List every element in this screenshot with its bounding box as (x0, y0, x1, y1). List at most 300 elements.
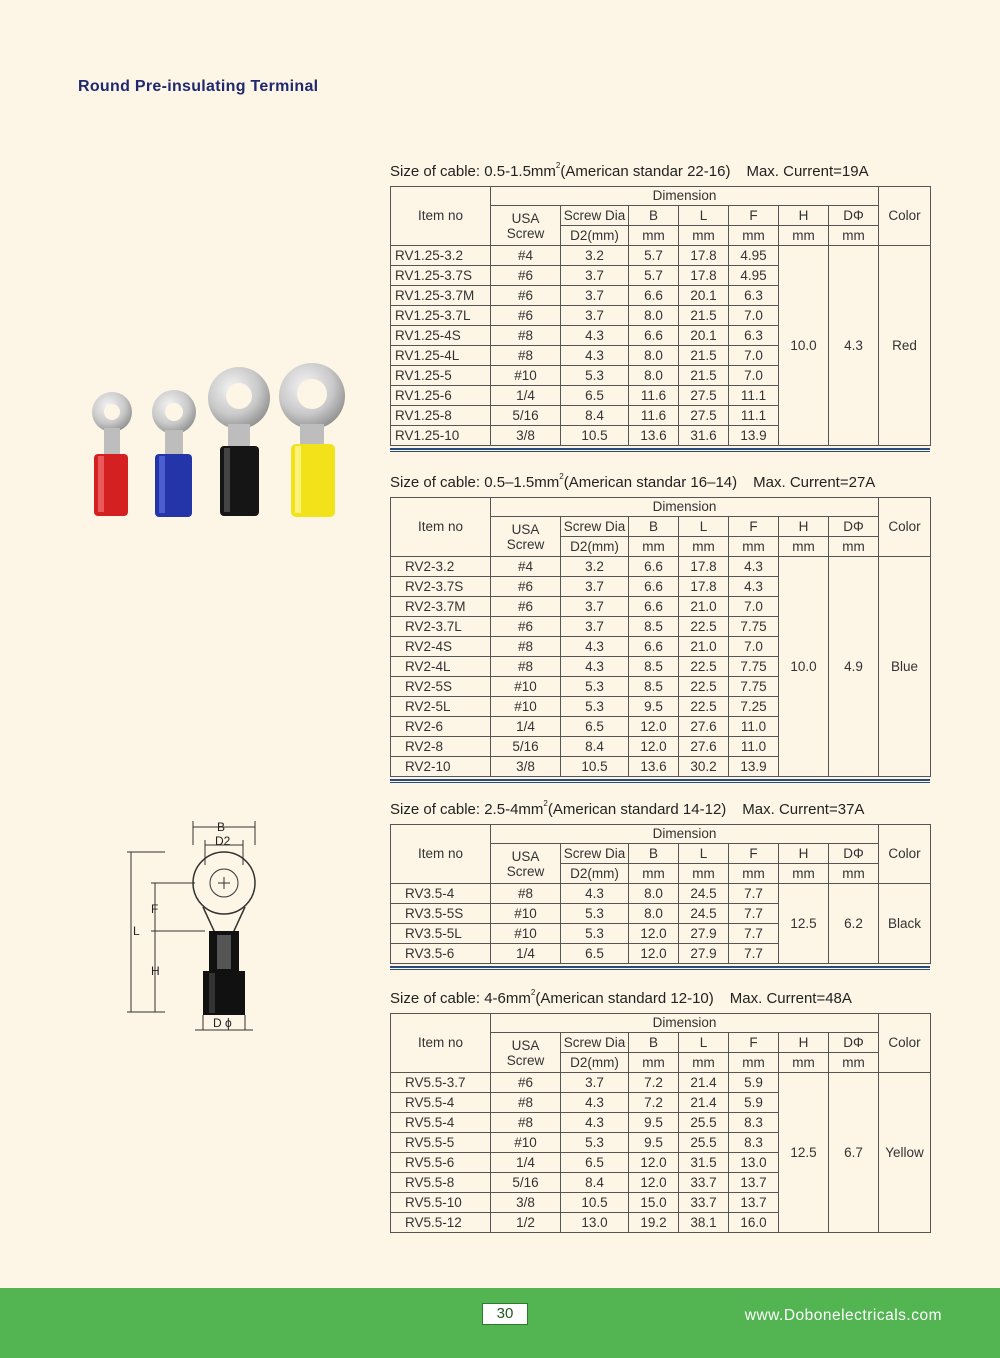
header-unit-dphi: mm (829, 537, 879, 557)
header-screw: Screw (506, 536, 545, 552)
cell-dim-f: 4.95 (729, 266, 779, 286)
cell-dim-b: 8.0 (629, 884, 679, 904)
diagram-d2-label: D2 (215, 834, 231, 848)
cell-item-no: RV3.5-5S (391, 904, 491, 924)
header-h: H (779, 1033, 829, 1053)
cable-size-sup: 2 (543, 799, 548, 808)
header-l: L (679, 844, 729, 864)
spec-table (390, 1013, 931, 1233)
terminals-photo (85, 350, 355, 530)
diagram-h-label: H (151, 964, 160, 978)
cell-dim-l: 20.1 (679, 326, 729, 346)
cell-item-no: RV1.25-3.7S (391, 266, 491, 286)
cell-item-no: RV5.5-8 (391, 1173, 491, 1193)
spec-section-yellow (390, 989, 930, 1233)
cell-dim-f: 7.75 (729, 617, 779, 637)
header-unit-l: mm (679, 226, 729, 246)
cell-dim-f: 4.3 (729, 557, 779, 577)
cell-screw-dia: 10.5 (561, 426, 629, 446)
cell-dim-b: 9.5 (629, 1133, 679, 1153)
header-usa: USA (511, 210, 540, 226)
header-h: H (779, 844, 829, 864)
cell-dim-l: 20.1 (679, 286, 729, 306)
cell-screw-dia: 8.4 (561, 406, 629, 426)
cell-dim-f: 7.7 (729, 904, 779, 924)
header-usa-screw (491, 517, 561, 557)
table-row (391, 246, 931, 266)
cell-dim-h: 10.0 (779, 246, 829, 446)
header-dphi: DΦ (829, 844, 879, 864)
header-b: B (629, 206, 679, 226)
cell-dim-f: 13.7 (729, 1193, 779, 1213)
cell-dim-f: 13.9 (729, 757, 779, 777)
header-unit-f: mm (729, 537, 779, 557)
header-screw-dia: Screw Dia (561, 206, 629, 226)
cell-screw-dia: 8.4 (561, 1173, 629, 1193)
terminal-black (208, 367, 270, 516)
header-d2mm: D2(mm) (561, 537, 629, 557)
website-link[interactable]: www.Dobonelectricals.com (744, 1307, 942, 1324)
cell-dim-b: 6.6 (629, 286, 679, 306)
cell-item-no: RV1.25-5 (391, 366, 491, 386)
cell-item-no: RV5.5-12 (391, 1213, 491, 1233)
cell-dim-l: 22.5 (679, 697, 729, 717)
cable-size: Size of cable: 0.5–1.5mm (390, 474, 560, 491)
cell-dim-l: 21.4 (679, 1073, 729, 1093)
cell-usa-screw: #8 (491, 1113, 561, 1133)
cell-dim-b: 12.0 (629, 924, 679, 944)
cable-standard: (American standar 16–14) (563, 474, 738, 491)
diagram-f-label: F (151, 902, 159, 916)
cell-dim-f: 4.3 (729, 577, 779, 597)
cell-usa-screw: #6 (491, 306, 561, 326)
cell-dim-l: 21.4 (679, 1093, 729, 1113)
cell-item-no: RV5.5-4 (391, 1113, 491, 1133)
spec-table (390, 824, 931, 964)
header-h: H (779, 206, 829, 226)
cell-dim-dphi: 4.9 (829, 557, 879, 777)
cable-size-sup: 2 (559, 472, 564, 481)
spec-section-red (390, 162, 930, 452)
cell-screw-dia: 6.5 (561, 1153, 629, 1173)
cable-standard: (American standar 22-16) (560, 163, 731, 180)
cell-dim-l: 27.9 (679, 944, 729, 964)
cell-item-no: RV3.5-6 (391, 944, 491, 964)
cell-dim-l: 27.6 (679, 737, 729, 757)
page-number: 30 (482, 1303, 528, 1325)
section-rule (390, 448, 930, 452)
header-color: Color (879, 825, 931, 884)
cell-dim-f: 11.1 (729, 386, 779, 406)
header-f: F (729, 206, 779, 226)
cell-usa-screw: 1/4 (491, 386, 561, 406)
cell-dim-b: 9.5 (629, 1113, 679, 1133)
cell-item-no: RV1.25-3.7M (391, 286, 491, 306)
header-dimension: Dimension (491, 187, 879, 206)
cell-usa-screw: #6 (491, 577, 561, 597)
cell-dim-l: 21.5 (679, 306, 729, 326)
cell-screw-dia: 4.3 (561, 637, 629, 657)
cell-screw-dia: 5.3 (561, 366, 629, 386)
section-heading (390, 473, 930, 497)
cell-dim-l: 27.6 (679, 717, 729, 737)
terminal-dimension-diagram (125, 815, 275, 1040)
cell-color: Blue (879, 557, 931, 777)
header-f: F (729, 1033, 779, 1053)
cell-dim-l: 17.8 (679, 557, 729, 577)
cell-dim-f: 7.75 (729, 657, 779, 677)
cell-dim-f: 6.3 (729, 326, 779, 346)
cell-usa-screw: #10 (491, 904, 561, 924)
cell-item-no: RV2-8 (391, 737, 491, 757)
cell-dim-l: 21.5 (679, 346, 729, 366)
cell-dim-f: 7.0 (729, 637, 779, 657)
cell-item-no: RV5.5-4 (391, 1093, 491, 1113)
cell-dim-l: 30.2 (679, 757, 729, 777)
cell-dim-b: 12.0 (629, 944, 679, 964)
cell-usa-screw: 3/8 (491, 1193, 561, 1213)
cell-dim-f: 8.3 (729, 1133, 779, 1153)
header-h: H (779, 517, 829, 537)
cell-screw-dia: 3.7 (561, 577, 629, 597)
cable-size-sup: 2 (530, 988, 536, 997)
cell-screw-dia: 5.3 (561, 1133, 629, 1153)
header-row (391, 1014, 931, 1033)
cell-dim-l: 27.5 (679, 406, 729, 426)
cell-dim-dphi: 6.2 (829, 884, 879, 964)
cell-item-no: RV2-6 (391, 717, 491, 737)
cell-screw-dia: 3.7 (561, 617, 629, 637)
cell-screw-dia: 8.4 (561, 737, 629, 757)
cell-dim-l: 22.5 (679, 657, 729, 677)
cell-dim-f: 13.7 (729, 1173, 779, 1193)
header-unit-dphi: mm (829, 1053, 879, 1073)
header-unit-f: mm (729, 864, 779, 884)
header-unit-dphi: mm (829, 864, 879, 884)
cell-usa-screw: #8 (491, 637, 561, 657)
cell-usa-screw: #8 (491, 346, 561, 366)
cell-dim-f: 11.1 (729, 406, 779, 426)
cell-usa-screw: 1/4 (491, 717, 561, 737)
table-row (391, 1073, 931, 1093)
header-screw: Screw (506, 863, 545, 879)
cell-dim-b: 6.6 (629, 326, 679, 346)
cell-screw-dia: 4.3 (561, 326, 629, 346)
cell-dim-l: 24.5 (679, 904, 729, 924)
section-heading (390, 800, 930, 824)
header-item-no: Item no (391, 1014, 491, 1073)
cell-screw-dia: 3.7 (561, 286, 629, 306)
cell-dim-b: 15.0 (629, 1193, 679, 1213)
cell-dim-dphi: 4.3 (829, 246, 879, 446)
terminal-blue (152, 390, 196, 517)
cell-screw-dia: 5.3 (561, 904, 629, 924)
cell-dim-l: 24.5 (679, 884, 729, 904)
cell-dim-l: 22.5 (679, 617, 729, 637)
cell-item-no: RV1.25-3.2 (391, 246, 491, 266)
cell-dim-f: 6.3 (729, 286, 779, 306)
cell-dim-f: 5.9 (729, 1093, 779, 1113)
header-usa: USA (511, 1037, 540, 1053)
max-current: Max. Current=19A (746, 163, 869, 180)
section-heading (390, 162, 930, 186)
header-unit-h: mm (779, 864, 829, 884)
cell-item-no: RV5.5-6 (391, 1153, 491, 1173)
cell-color: Yellow (879, 1073, 931, 1233)
cell-usa-screw: 3/8 (491, 426, 561, 446)
cell-dim-h: 12.5 (779, 1073, 829, 1233)
cell-item-no: RV2-4S (391, 637, 491, 657)
section-rule (390, 966, 930, 970)
cell-dim-b: 12.0 (629, 737, 679, 757)
header-l: L (679, 206, 729, 226)
header-f: F (729, 517, 779, 537)
cell-dim-f: 7.7 (729, 884, 779, 904)
cell-dim-l: 25.5 (679, 1133, 729, 1153)
header-row (391, 498, 931, 517)
cell-dim-l: 38.1 (679, 1213, 729, 1233)
cell-usa-screw: #6 (491, 597, 561, 617)
header-dphi: DΦ (829, 1033, 879, 1053)
cell-screw-dia: 13.0 (561, 1213, 629, 1233)
cell-dim-l: 33.7 (679, 1173, 729, 1193)
cell-usa-screw: 3/8 (491, 757, 561, 777)
cell-screw-dia: 3.2 (561, 246, 629, 266)
cable-size: Size of cable: 2.5-4mm (390, 801, 544, 818)
cell-usa-screw: #6 (491, 617, 561, 637)
cell-color: Red (879, 246, 931, 446)
spec-section-black (390, 800, 930, 970)
cell-dim-f: 5.9 (729, 1073, 779, 1093)
cell-usa-screw: #6 (491, 266, 561, 286)
cell-usa-screw: 5/16 (491, 737, 561, 757)
header-color: Color (879, 1014, 931, 1073)
cell-dim-b: 9.5 (629, 697, 679, 717)
cell-screw-dia: 10.5 (561, 757, 629, 777)
cell-item-no: RV3.5-4 (391, 884, 491, 904)
cell-usa-screw: 5/16 (491, 406, 561, 426)
cell-dim-b: 6.6 (629, 637, 679, 657)
cell-dim-l: 31.5 (679, 1153, 729, 1173)
cell-screw-dia: 4.3 (561, 657, 629, 677)
cell-dim-b: 12.0 (629, 717, 679, 737)
header-unit-h: mm (779, 226, 829, 246)
header-unit-dphi: mm (829, 226, 879, 246)
cell-dim-b: 5.7 (629, 246, 679, 266)
table-row (391, 557, 931, 577)
diagram-l-label: L (133, 924, 140, 938)
cell-dim-l: 21.0 (679, 597, 729, 617)
header-unit-h: mm (779, 1053, 829, 1073)
cell-dim-f: 16.0 (729, 1213, 779, 1233)
cell-dim-l: 27.5 (679, 386, 729, 406)
cell-item-no: RV5.5-10 (391, 1193, 491, 1213)
header-row (391, 187, 931, 206)
header-unit-b: mm (629, 864, 679, 884)
cell-screw-dia: 5.3 (561, 697, 629, 717)
cell-dim-f: 13.9 (729, 426, 779, 446)
cell-screw-dia: 5.3 (561, 677, 629, 697)
cell-item-no: RV2-3.7S (391, 577, 491, 597)
cell-dim-b: 8.5 (629, 617, 679, 637)
max-current: Max. Current=27A (753, 474, 876, 491)
header-unit-l: mm (679, 864, 729, 884)
header-usa-screw (491, 206, 561, 246)
cell-screw-dia: 3.7 (561, 306, 629, 326)
cell-usa-screw: #8 (491, 326, 561, 346)
cell-item-no: RV2-10 (391, 757, 491, 777)
cell-usa-screw: 1/4 (491, 944, 561, 964)
cell-screw-dia: 6.5 (561, 717, 629, 737)
terminal-red (92, 392, 132, 516)
cell-dim-b: 6.6 (629, 577, 679, 597)
cell-screw-dia: 3.7 (561, 266, 629, 286)
cell-dim-l: 33.7 (679, 1193, 729, 1213)
cell-dim-b: 8.5 (629, 657, 679, 677)
table-row (391, 884, 931, 904)
cell-usa-screw: 1/2 (491, 1213, 561, 1233)
cell-dim-f: 8.3 (729, 1113, 779, 1133)
cell-usa-screw: #8 (491, 884, 561, 904)
cell-dim-b: 8.0 (629, 904, 679, 924)
header-usa-screw (491, 844, 561, 884)
cell-dim-b: 13.6 (629, 757, 679, 777)
cell-item-no: RV2-3.7M (391, 597, 491, 617)
cell-dim-h: 10.0 (779, 557, 829, 777)
cell-dim-f: 13.0 (729, 1153, 779, 1173)
cell-usa-screw: #10 (491, 697, 561, 717)
cell-usa-screw: #10 (491, 924, 561, 944)
cable-standard: (American standard 14-12) (547, 801, 727, 818)
cell-usa-screw: #10 (491, 366, 561, 386)
cell-screw-dia: 4.3 (561, 346, 629, 366)
header-d2mm: D2(mm) (561, 864, 629, 884)
cell-item-no: RV2-5L (391, 697, 491, 717)
cell-dim-b: 7.2 (629, 1073, 679, 1093)
header-unit-f: mm (729, 1053, 779, 1073)
cell-screw-dia: 4.3 (561, 1093, 629, 1113)
cell-dim-f: 7.0 (729, 306, 779, 326)
cell-screw-dia: 3.2 (561, 557, 629, 577)
diagram-b-label: B (217, 820, 226, 834)
cell-usa-screw: #4 (491, 246, 561, 266)
cell-screw-dia: 6.5 (561, 944, 629, 964)
header-color: Color (879, 187, 931, 246)
cell-item-no: RV1.25-10 (391, 426, 491, 446)
cell-dim-b: 5.7 (629, 266, 679, 286)
header-usa: USA (511, 848, 540, 864)
header-b: B (629, 517, 679, 537)
cell-item-no: RV1.25-3.7L (391, 306, 491, 326)
cell-dim-b: 19.2 (629, 1213, 679, 1233)
cell-dim-l: 31.6 (679, 426, 729, 446)
cell-usa-screw: 5/16 (491, 1173, 561, 1193)
cell-dim-f: 7.0 (729, 346, 779, 366)
cell-dim-f: 7.75 (729, 677, 779, 697)
max-current: Max. Current=37A (742, 801, 865, 818)
cell-dim-b: 8.0 (629, 346, 679, 366)
cell-usa-screw: #8 (491, 657, 561, 677)
cable-size: Size of cable: 0.5-1.5mm (390, 163, 556, 180)
cell-dim-l: 17.8 (679, 246, 729, 266)
header-dphi: DΦ (829, 206, 879, 226)
header-dimension: Dimension (491, 1014, 879, 1033)
cell-dim-b: 11.6 (629, 406, 679, 426)
cell-dim-b: 13.6 (629, 426, 679, 446)
header-unit-l: mm (679, 537, 729, 557)
header-dimension: Dimension (491, 498, 879, 517)
cell-item-no: RV1.25-4S (391, 326, 491, 346)
cell-screw-dia: 4.3 (561, 884, 629, 904)
cell-item-no: RV3.5-5L (391, 924, 491, 944)
cable-size: Size of cable: 4-6mm (390, 990, 531, 1007)
cell-dim-f: 7.25 (729, 697, 779, 717)
header-f: F (729, 844, 779, 864)
cell-color: Black (879, 884, 931, 964)
header-b: B (629, 844, 679, 864)
cell-dim-f: 7.0 (729, 597, 779, 617)
header-item-no: Item no (391, 187, 491, 246)
header-l: L (679, 1033, 729, 1053)
diagram-dphi-label: D ϕ (213, 1016, 232, 1030)
terminal-yellow (279, 363, 345, 517)
cell-dim-l: 21.0 (679, 637, 729, 657)
header-screw-dia: Screw Dia (561, 844, 629, 864)
header-usa-screw (491, 1033, 561, 1073)
spec-table (390, 186, 931, 446)
header-unit-l: mm (679, 1053, 729, 1073)
cell-dim-b: 12.0 (629, 1173, 679, 1193)
cell-dim-b: 6.6 (629, 597, 679, 617)
spec-table (390, 497, 931, 777)
cell-item-no: RV2-3.2 (391, 557, 491, 577)
cell-dim-b: 11.6 (629, 386, 679, 406)
cell-usa-screw: #8 (491, 1093, 561, 1113)
cell-dim-l: 17.8 (679, 266, 729, 286)
cell-dim-b: 8.0 (629, 366, 679, 386)
header-row (391, 825, 931, 844)
cell-screw-dia: 4.3 (561, 1113, 629, 1133)
cell-item-no: RV2-3.7L (391, 617, 491, 637)
max-current: Max. Current=48A (729, 990, 852, 1007)
cell-dim-h: 12.5 (779, 884, 829, 964)
cell-item-no: RV2-5S (391, 677, 491, 697)
header-unit-b: mm (629, 226, 679, 246)
cell-usa-screw: #6 (491, 286, 561, 306)
page-title: Round Pre-insulating Terminal (78, 78, 319, 95)
cell-dim-b: 8.0 (629, 306, 679, 326)
cell-dim-l: 17.8 (679, 577, 729, 597)
header-l: L (679, 517, 729, 537)
cell-dim-b: 7.2 (629, 1093, 679, 1113)
cell-dim-l: 22.5 (679, 677, 729, 697)
header-screw-dia: Screw Dia (561, 1033, 629, 1053)
cell-dim-dphi: 6.7 (829, 1073, 879, 1233)
cell-item-no: RV1.25-4L (391, 346, 491, 366)
header-dimension: Dimension (491, 825, 879, 844)
header-screw: Screw (506, 1052, 545, 1068)
cable-standard: (American standard 12-10) (535, 990, 714, 1007)
cell-screw-dia: 10.5 (561, 1193, 629, 1213)
cell-screw-dia: 5.3 (561, 924, 629, 944)
cell-item-no: RV1.25-8 (391, 406, 491, 426)
cell-dim-f: 7.7 (729, 944, 779, 964)
header-unit-b: mm (629, 1053, 679, 1073)
cell-item-no: RV5.5-3.7 (391, 1073, 491, 1093)
header-item-no: Item no (391, 498, 491, 557)
cell-dim-f: 4.95 (729, 246, 779, 266)
header-screw: Screw (506, 225, 545, 241)
